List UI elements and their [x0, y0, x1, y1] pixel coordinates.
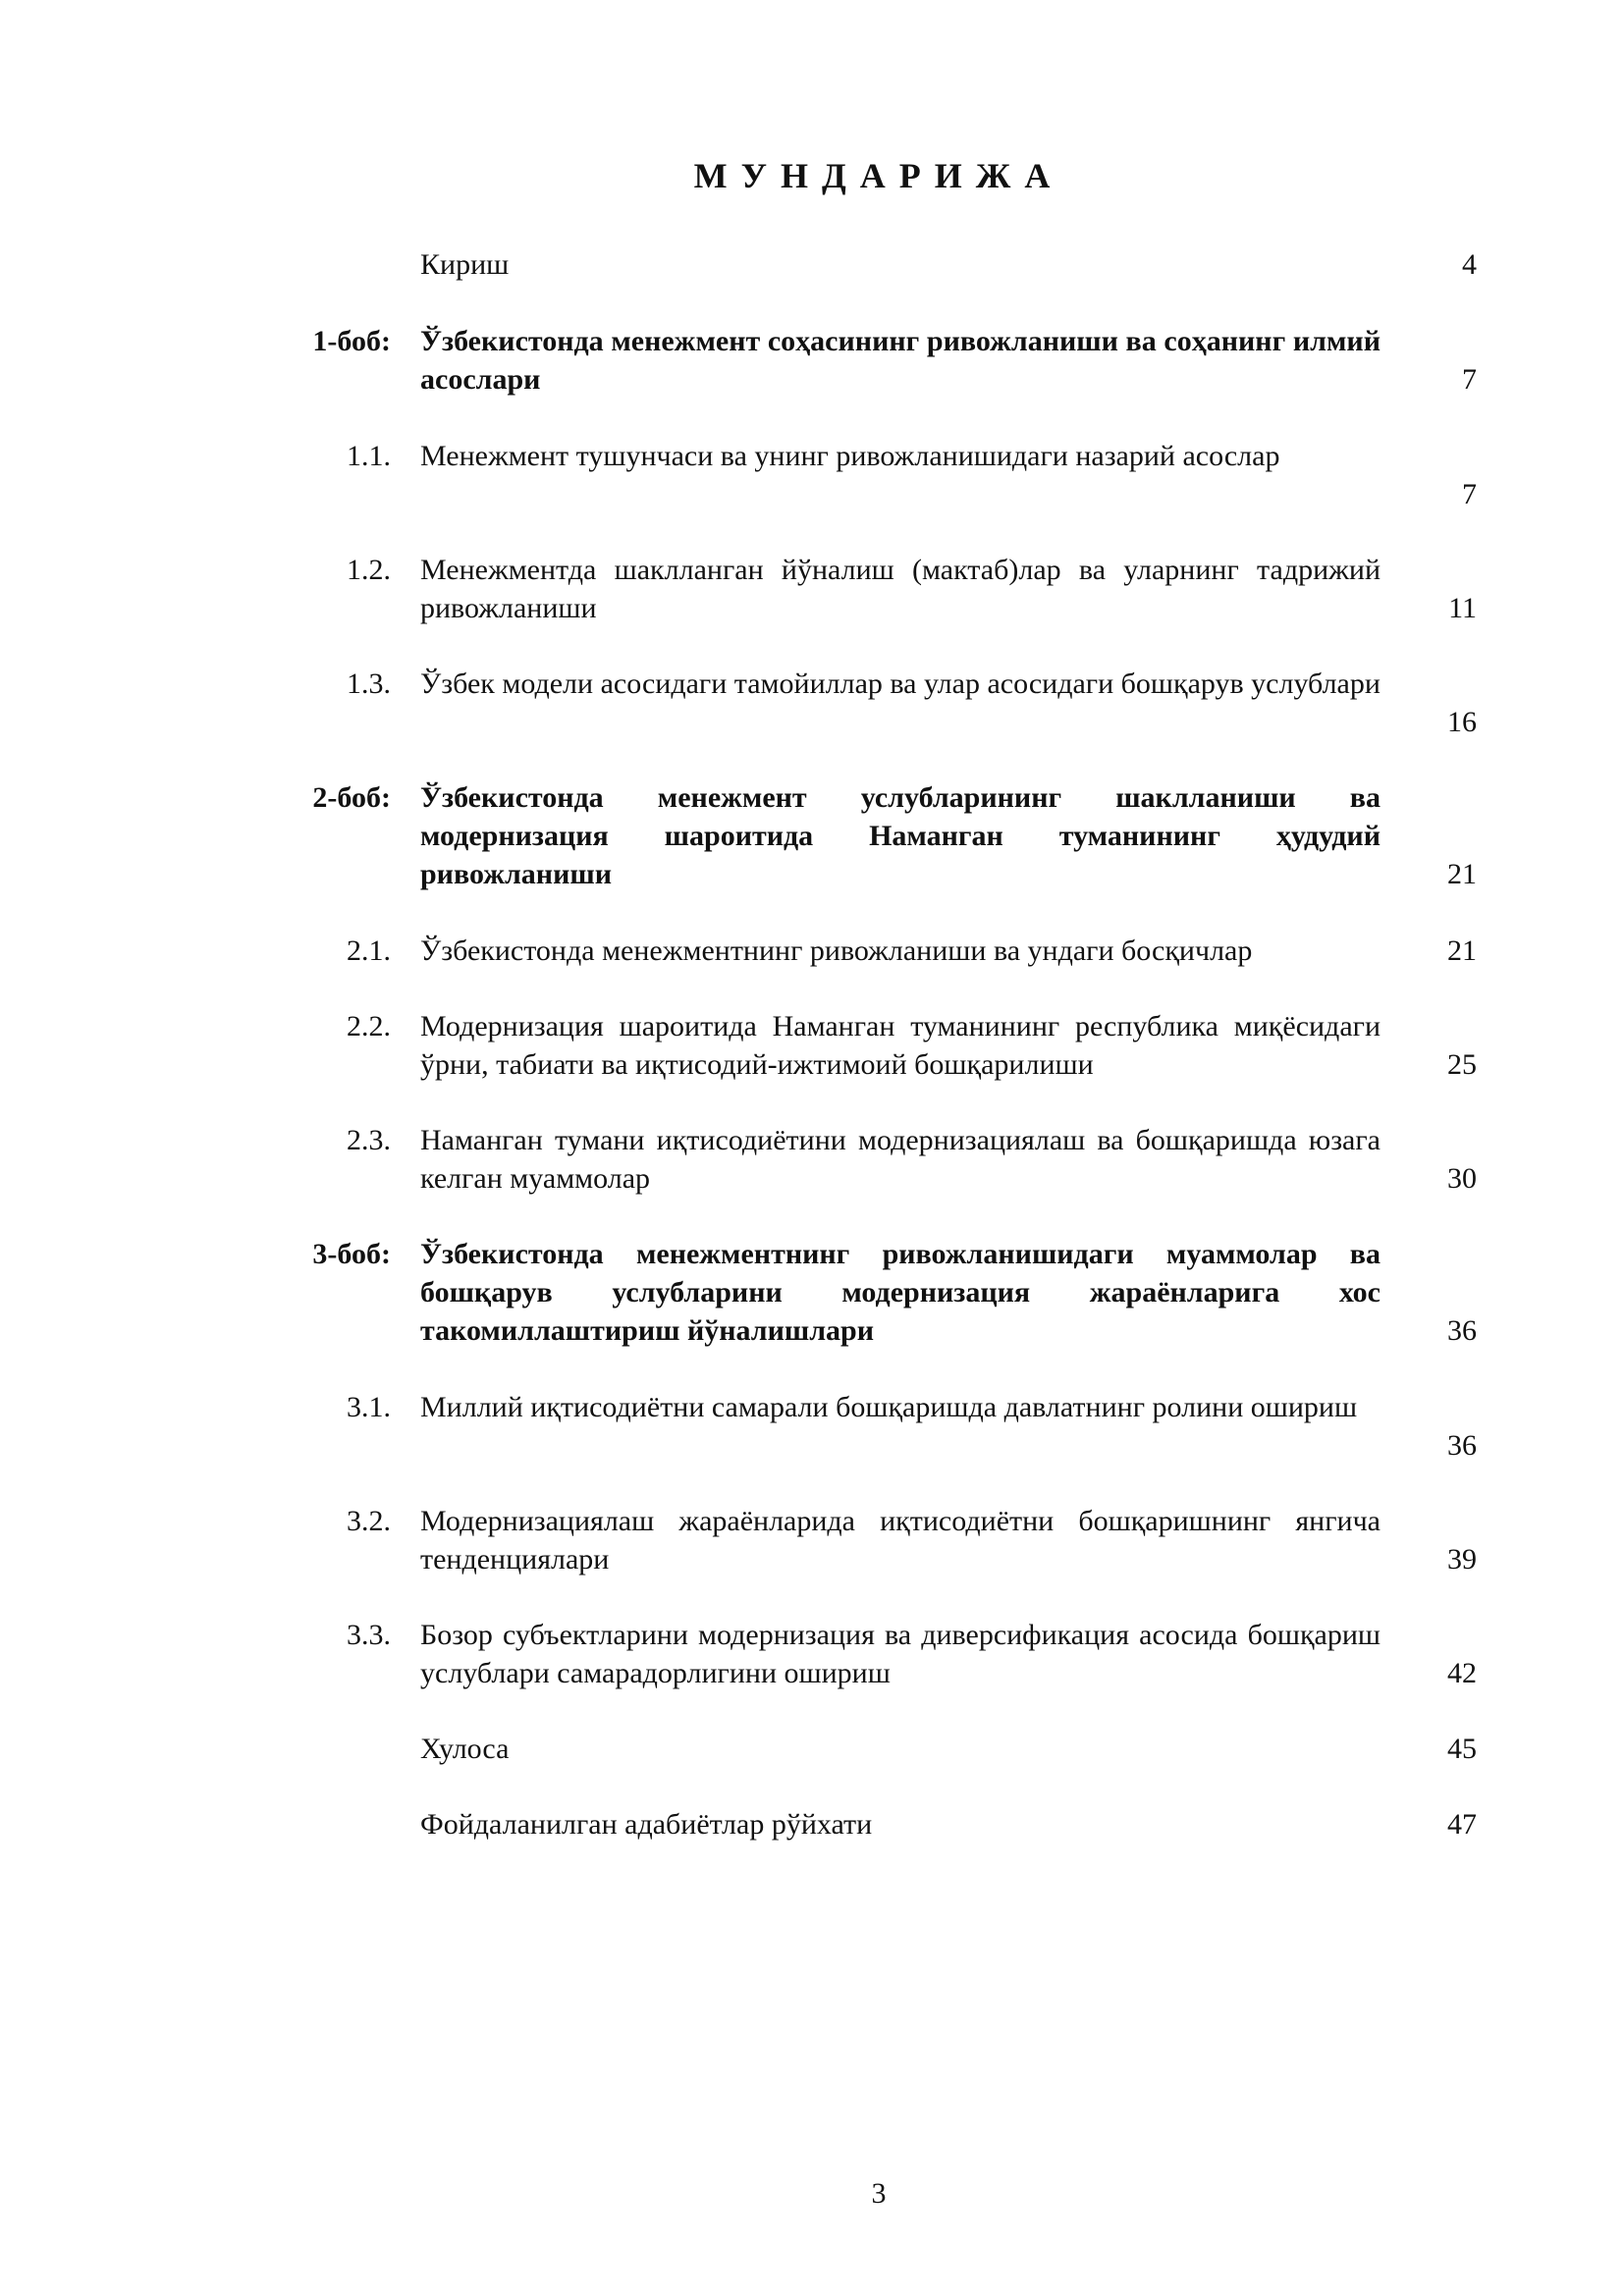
toc-entry-page: 7 [1462, 478, 1477, 510]
toc-entry-title: Ўзбек модели асосидаги тамойиллар ва улар асосидаги бошқарув услублари [420, 667, 1380, 700]
toc-entry-title: Модернизация шароитида Наманган туманининг республика миқёсидаги ўрни, табиати ва иқтисодий-ижтимоий бошқарилиши [420, 1010, 1380, 1081]
toc-entry-title: Наманган тумани иқтисодиётини модернизациялаш ва бошқаришда юзага келган муаммолар [420, 1124, 1380, 1195]
toc-entry-title: Миллий иқтисодиётни самарали бошқаришда давлатнинг ролини ошириш [420, 1391, 1358, 1423]
toc-entry-page: 42 [1447, 1657, 1477, 1689]
toc-entry-title: Менежмент тушунчаси ва унинг ривожланишидаги назарий асослар [420, 440, 1280, 472]
toc-entry-number: 1.2. [347, 554, 391, 586]
toc-entry-title: Ўзбекистонда менежмент соҳасининг ривожланиши ва соҳанинг илмий асослари [420, 325, 1380, 396]
toc-entry-page: 36 [1447, 1429, 1477, 1462]
toc-entry-number: 3-боб: [312, 1238, 391, 1270]
toc-entry-number: 3.3. [347, 1619, 391, 1651]
toc-entry-number: 2.3. [347, 1124, 391, 1156]
toc-entry-page: 39 [1447, 1543, 1477, 1575]
toc-entry-page: 4 [1462, 248, 1477, 281]
toc-entry-number: 2.2. [347, 1010, 391, 1042]
page-number: 3 [871, 2177, 887, 2210]
toc-entry-page: 11 [1448, 592, 1477, 624]
toc-entry-number: 2-боб: [312, 781, 391, 814]
toc-entry-page: 36 [1447, 1314, 1477, 1347]
toc-entry-number: 3.1. [347, 1391, 391, 1423]
toc-entry-page: 16 [1447, 706, 1477, 738]
toc-entry-number: 1-боб: [312, 325, 391, 357]
toc-entry-page: 45 [1447, 1733, 1477, 1765]
toc-entry-page: 21 [1447, 934, 1477, 967]
toc-entry-number: 1.3. [347, 667, 391, 700]
toc-entry-page: 47 [1447, 1808, 1477, 1841]
toc-entry-title: Ўзбекистонда менежментнинг ривожланишидаги муаммолар ва бошқарув услубларини модернизация жараёнларига хос такомиллаштириш йўналишлари [420, 1238, 1380, 1347]
page-title: МУНДАРИЖА [693, 156, 1064, 195]
toc-entry-title: Хулоса [420, 1733, 510, 1765]
toc-entry-number: 2.1. [347, 934, 391, 967]
toc-entry-number: 3.2. [347, 1505, 391, 1537]
toc-entry-title: Фойдаланилган адабиётлар рўйхати [420, 1808, 873, 1841]
toc-entry-title: Модернизациялаш жараёнларида иқтисодиётни бошқаришнинг янгича тенденциялари [420, 1505, 1380, 1575]
toc-entry-page: 30 [1447, 1162, 1477, 1195]
toc-entry-title: Ўзбекистонда менежментнинг ривожланиши ва ундаги босқичлар [420, 934, 1253, 967]
toc-entry-title: Кириш [420, 248, 510, 281]
toc-entry-page: 21 [1447, 858, 1477, 890]
toc-entry-page: 7 [1462, 363, 1477, 396]
toc-entry-number: 1.1. [347, 440, 391, 472]
toc-entry-title: Ўзбекистонда менежмент услубларининг шаклланиши ва модернизация шароитида Наманган туманининг ҳудудий ривожланиши [420, 781, 1380, 890]
toc-entry-page: 25 [1447, 1048, 1477, 1081]
toc-entry-title: Бозор субъектларини модернизация ва диверсификация асосида бошқариш услублари самарадорлигини ошириш [420, 1619, 1380, 1689]
toc-entry-title: Менежментда шаклланган йўналиш (мактаб)лар ва уларнинг тадрижий ривожланиши [420, 554, 1380, 624]
